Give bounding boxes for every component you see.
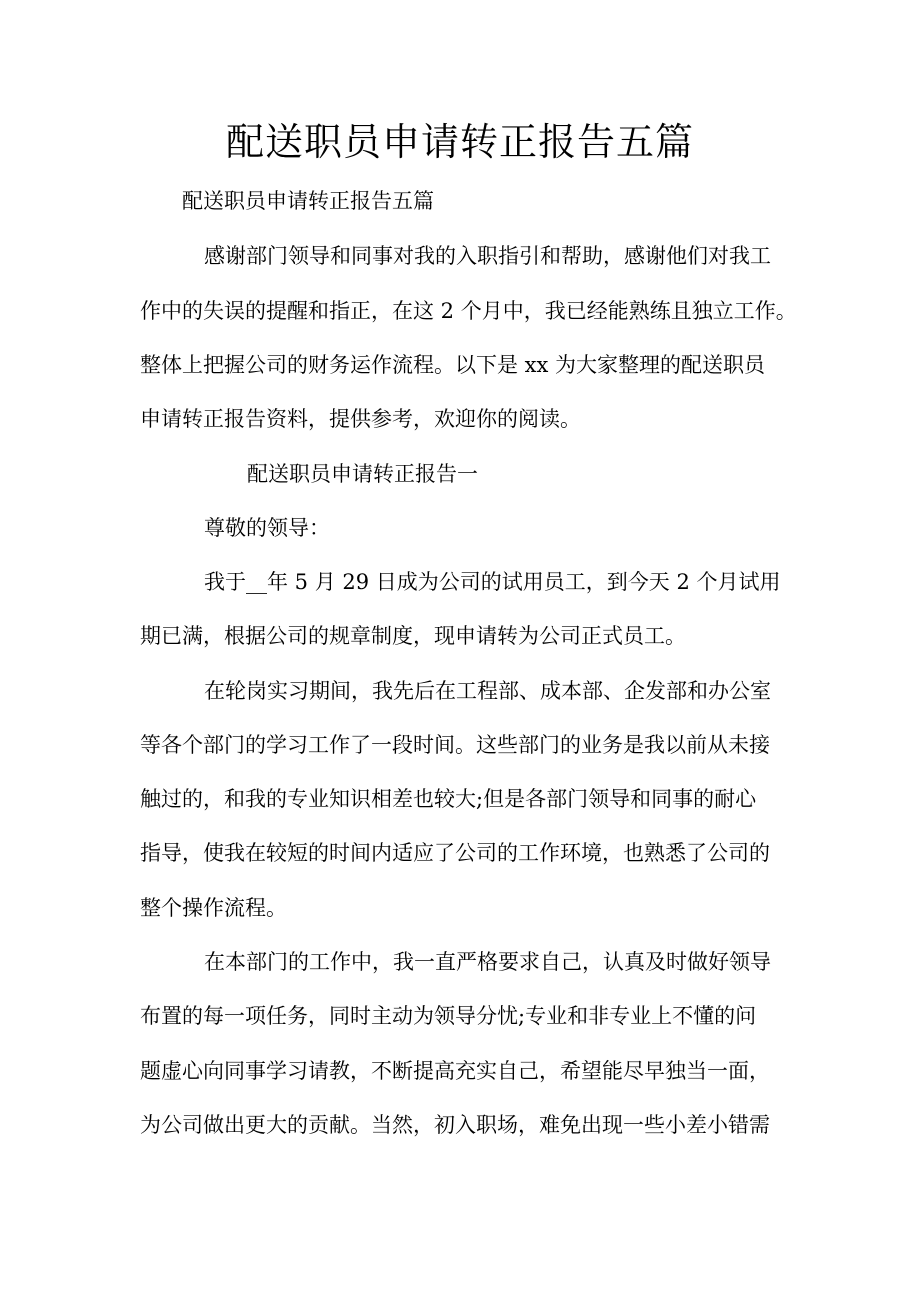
paragraph-line: 我于__年 5 月 29 日成为公司的试用员工，到今天 2 个月试用 [204, 570, 781, 594]
paragraph-line: 在本部门的工作中，我一直严格要求自己，认真及时做好领导 [204, 950, 771, 974]
paragraph-line: 为公司做出更大的贡献。当然，初入职场，难免出现一些小差小错需 [140, 1113, 770, 1137]
document-title: 配送职员申请转正报告五篇 [225, 120, 694, 164]
paragraph-line: 在轮岗实习期间，我先后在工程部、成本部、企发部和办公室 [204, 679, 771, 703]
paragraph-line: 等各个部门的学习工作了一段时间。这些部门的业务是我以前从未接 [140, 733, 770, 757]
document-subtitle: 配送职员申请转正报告五篇 [182, 189, 434, 213]
paragraph-line: 期已满，根据公司的规章制度，现申请转为公司正式员工。 [140, 624, 686, 648]
paragraph-line: 整个操作流程。 [140, 896, 287, 920]
section-heading: 配送职员申请转正报告一 [247, 462, 478, 486]
paragraph-line: 感谢部门领导和同事对我的入职指引和帮助，感谢他们对我工 [204, 244, 771, 268]
paragraph-line: 申请转正报告资料，提供参考，欢迎你的阅读。 [140, 407, 581, 431]
paragraph-line: 触过的，和我的专业知识相差也较大;但是各部门领导和同事的耐心 [140, 787, 757, 811]
paragraph-line: 整体上把握公司的财务运作流程。以下是 xx 为大家整理的配送职员 [140, 353, 766, 377]
salutation: 尊敬的领导： [204, 516, 330, 540]
paragraph-line: 题虚心向同事学习请教，不断提高充实自己，希望能尽早独当一面， [140, 1059, 770, 1083]
paragraph-line: 指导，使我在较短的时间内适应了公司的工作环境，也熟悉了公司的 [140, 841, 770, 865]
paragraph-line: 布置的每一项任务，同时主动为领导分忧;专业和非专业上不懂的问 [140, 1004, 757, 1028]
paragraph-line: 作中的失误的提醒和指正，在这 2 个月中，我已经能熟练且独立工作。 [140, 299, 797, 323]
